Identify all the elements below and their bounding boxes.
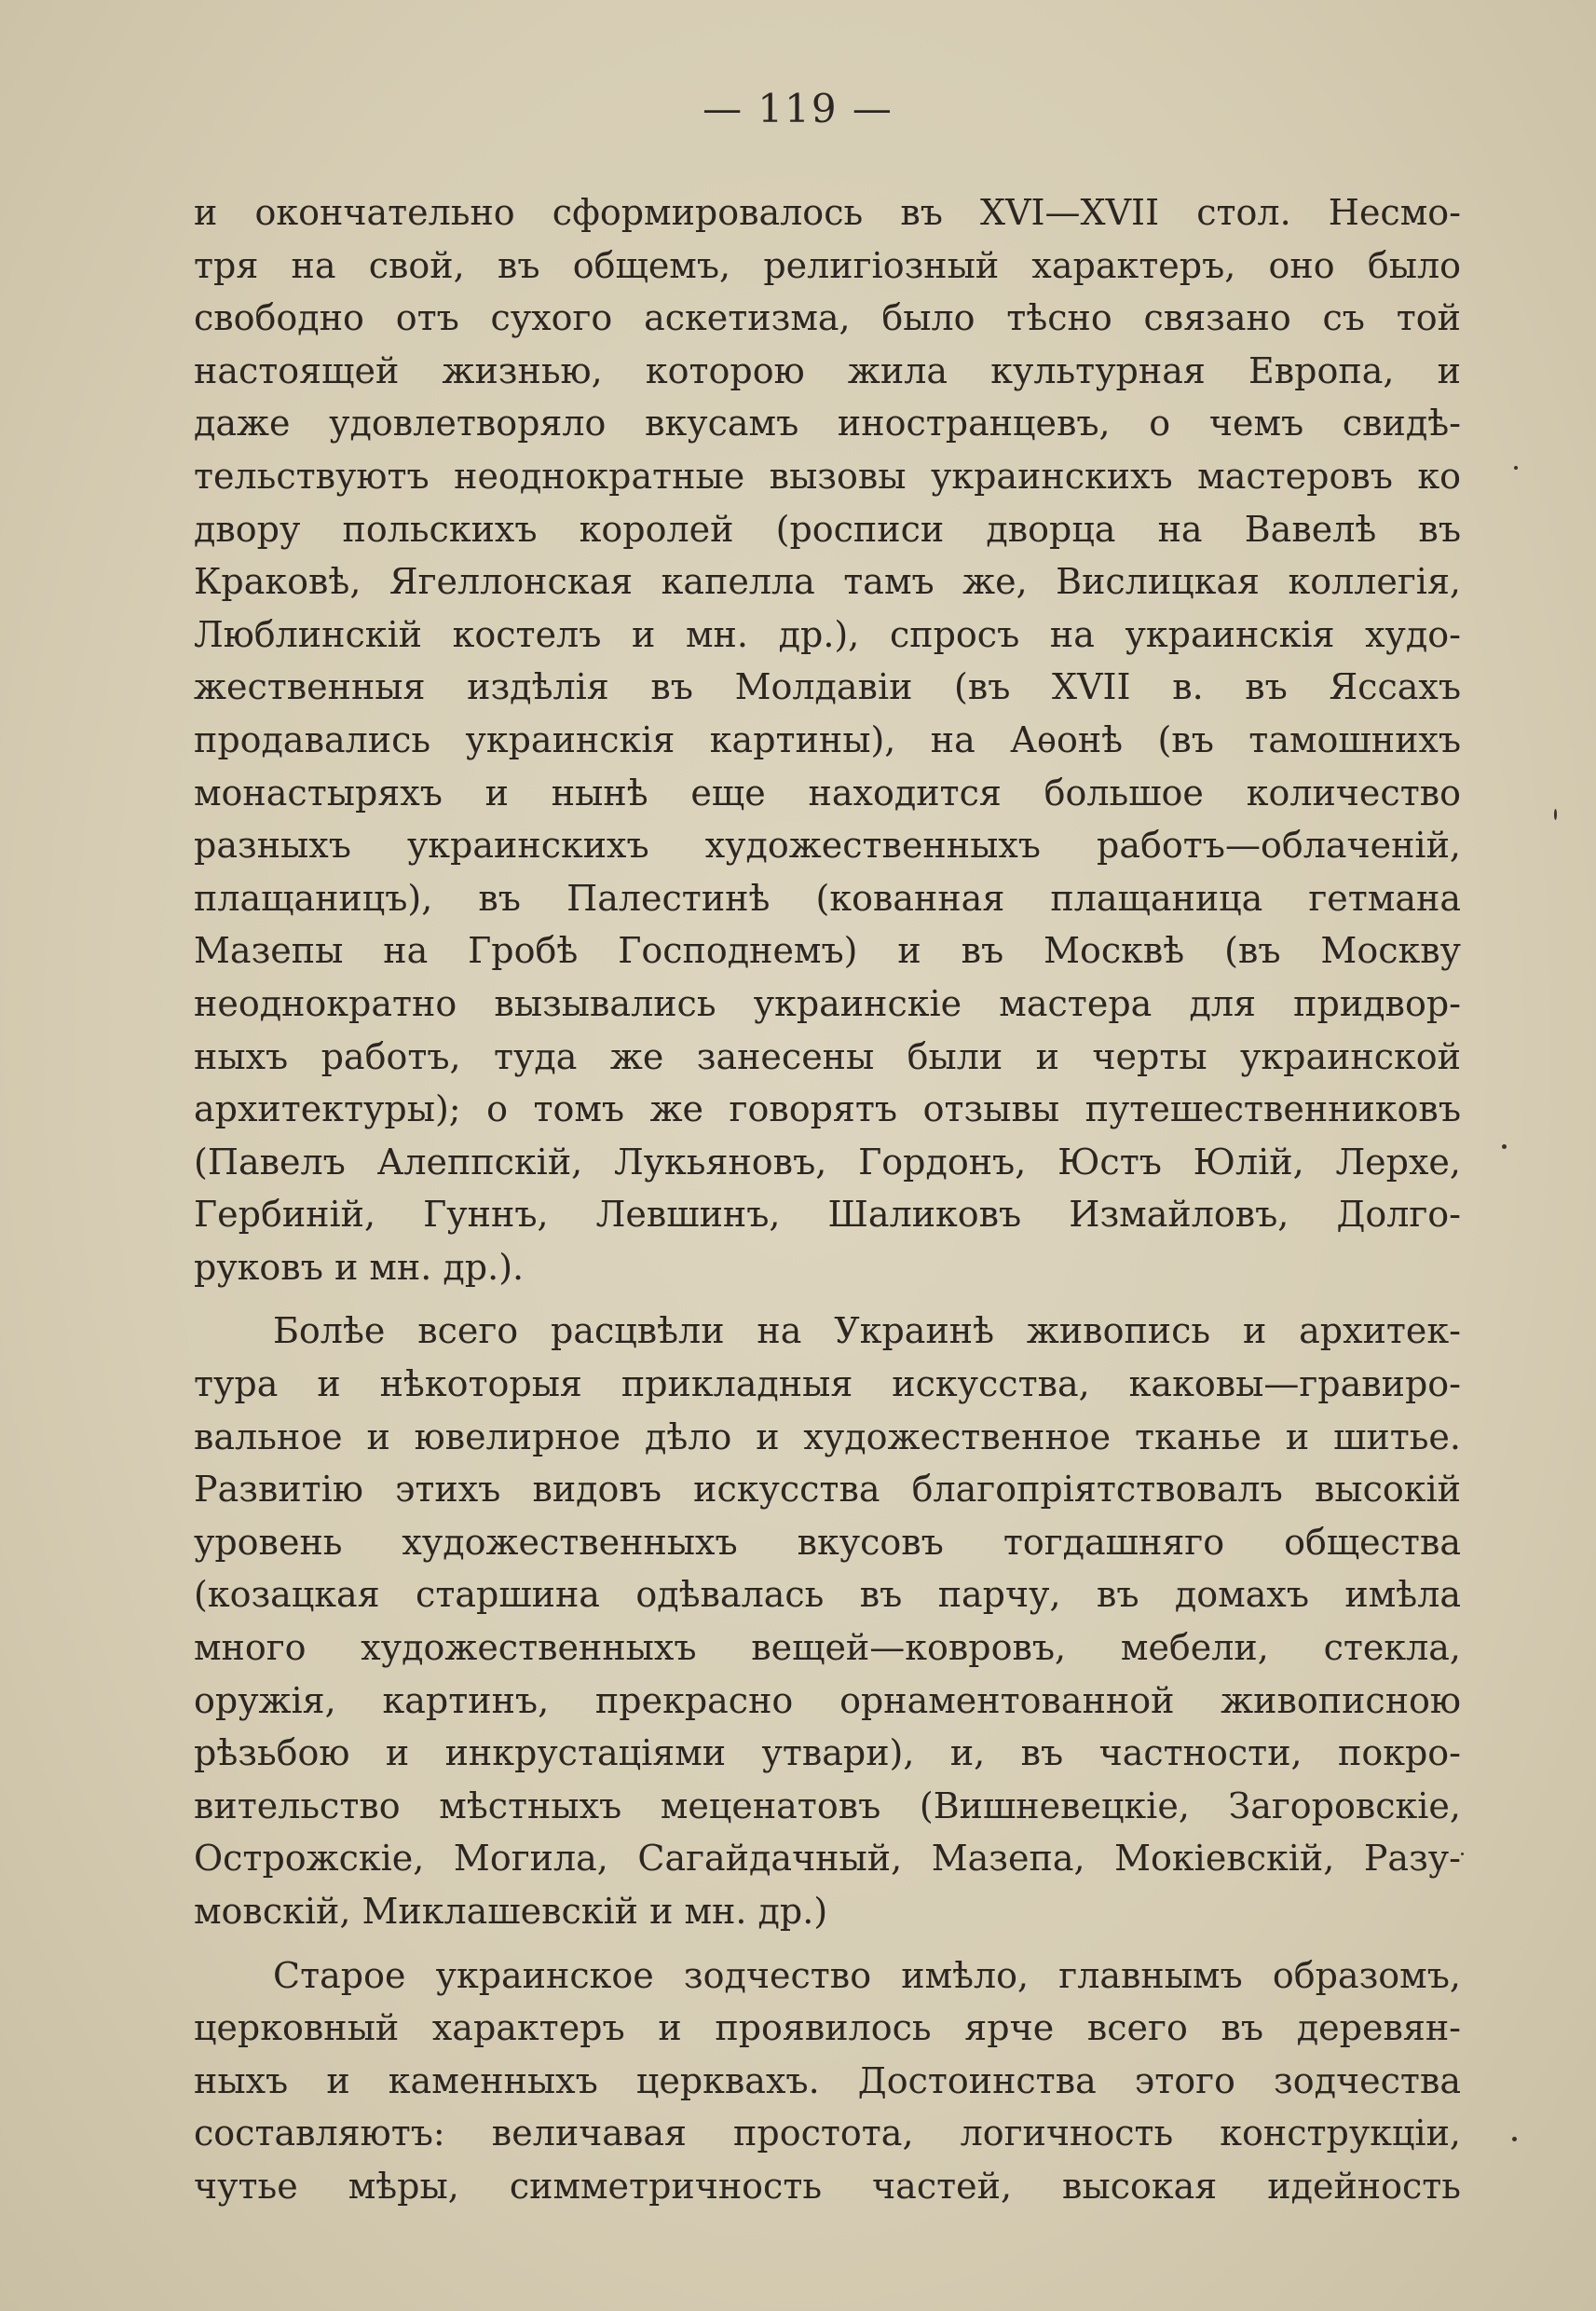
text-line: (козацкая старшина одѣвалась въ парчу, въ домахъ имѣла [194,1574,1461,1616]
paragraph-3 [194,1949,1461,2213]
text-line: оружія, картинъ, прекрасно орнаментованной живописною [194,1679,1461,1721]
text-line: архитектуры); о томъ же говорятъ отзывы путешественниковъ [194,1088,1461,1130]
text-line: даже удовлетворяло вкусамъ иностранцевъ, о чемъ свидѣ- [194,403,1461,444]
text-line: мовскій, Миклашевскій и мн. др.) [194,1891,828,1932]
text-line: монастыряхъ и нынѣ еще находится большое количество [194,772,1461,814]
text-line: рѣзьбою и инкрустаціями утвари), и, въ частности, покро- [194,1732,1461,1774]
paragraph-2 [194,1305,1461,1937]
text-line: Развитію этихъ видовъ искусства благопріятствовалъ высокій [194,1469,1461,1511]
text-line: ныхъ работъ, туда же занесены были и черты украинской [194,1035,1461,1077]
scan-speck [1502,1144,1507,1149]
scan-speck [1512,2137,1517,2141]
text-line: Гербиній, Гуннъ, Левшинъ, Шаликовъ Измайловъ, Долго- [194,1194,1461,1236]
text-line: вальное и ювелирное дѣло и художественное тканье и шитье. [194,1415,1461,1457]
text-line: разныхъ украинскихъ художественныхъ работъ—облаченій, [194,825,1461,867]
text-line: тура и нѣкоторыя прикладныя искусства, каковы—гравиро- [194,1363,1461,1405]
text-line: уровень художественныхъ вкусовъ тогдашняго общества [194,1521,1461,1563]
text-line: настоящей жизнью, которою жила культурная Европа, и [194,349,1461,391]
scan-speck [1514,466,1518,470]
text-line: много художественныхъ вещей—ковровъ, мебели, стекла, [194,1627,1461,1669]
text-line: тря на свой, въ общемъ, религіозный характеръ, оно было [194,244,1461,286]
scan-speck [1461,1853,1464,1855]
text-line: неоднократно вызывались украинскіе мастера для придвор- [194,982,1461,1024]
paragraph-gap [194,1293,1461,1305]
text-line: плащаницъ), въ Палестинѣ (кованная плащаница гетмана [194,877,1461,919]
text-line: Острожскіе, Могила, Сагайдачный, Мазепа, Мокіевскій, Разу- [194,1838,1461,1880]
text-line: двору польскихъ королей (росписи дворца на Вавелѣ въ [194,508,1461,550]
text-line: церковный характеръ и проявилось ярче всего въ деревян- [194,2007,1461,2049]
text-line: тельствуютъ неоднократные вызовы украинскихъ мастеровъ ко [194,455,1461,497]
text-line: вительство мѣстныхъ меценатовъ (Вишневецкіе, Загоровскіе, [194,1785,1461,1826]
text-line: продавались украинскія картины), на Аѳонѣ (въ тамошнихъ [194,718,1461,760]
text-line: и окончательно сформировалось въ XVI—XVII стол. Несмо- [194,192,1461,233]
text-line: Старое украинское зодчество имѣло, главнымъ образомъ, [273,1954,1461,1996]
text-line: составляютъ: величавая простота, логичность конструкціи, [194,2113,1461,2154]
text-line: руковъ и мн. др.). [194,1246,525,1288]
scan-speck [1554,809,1557,820]
text-line: жественныя издѣлія въ Молдавіи (въ XVII в. въ Яссахъ [194,666,1461,708]
text-line: (Павелъ Алеппскій, Лукьяновъ, Гордонъ, Юстъ Юлій, Лерхе, [194,1141,1461,1183]
body-text [194,186,1461,2213]
text-line: ныхъ и каменныхъ церквахъ. Достоинства этого зодчества [194,2059,1461,2101]
text-line: Мазепы на Гробѣ Господнемъ) и въ Москвѣ (въ Москву [194,930,1461,972]
text-line: свободно отъ сухого аскетизма, было тѣсно связано съ той [194,297,1461,339]
page-number: — 119 — [703,86,893,131]
paragraph-1 [194,186,1461,1293]
paragraph-gap [194,1938,1461,1949]
text-line: Краковѣ, Ягеллонская капелла тамъ же, Вислицкая коллегія, [194,561,1461,603]
text-line: чутье мѣры, симметричность частей, высокая идейность [194,2165,1461,2207]
text-line: Люблинскій костелъ и мн. др.), спросъ на украинскія худо- [194,613,1461,655]
text-line: Болѣе всего расцвѣли на Украинѣ живопись и архитек- [273,1310,1461,1352]
